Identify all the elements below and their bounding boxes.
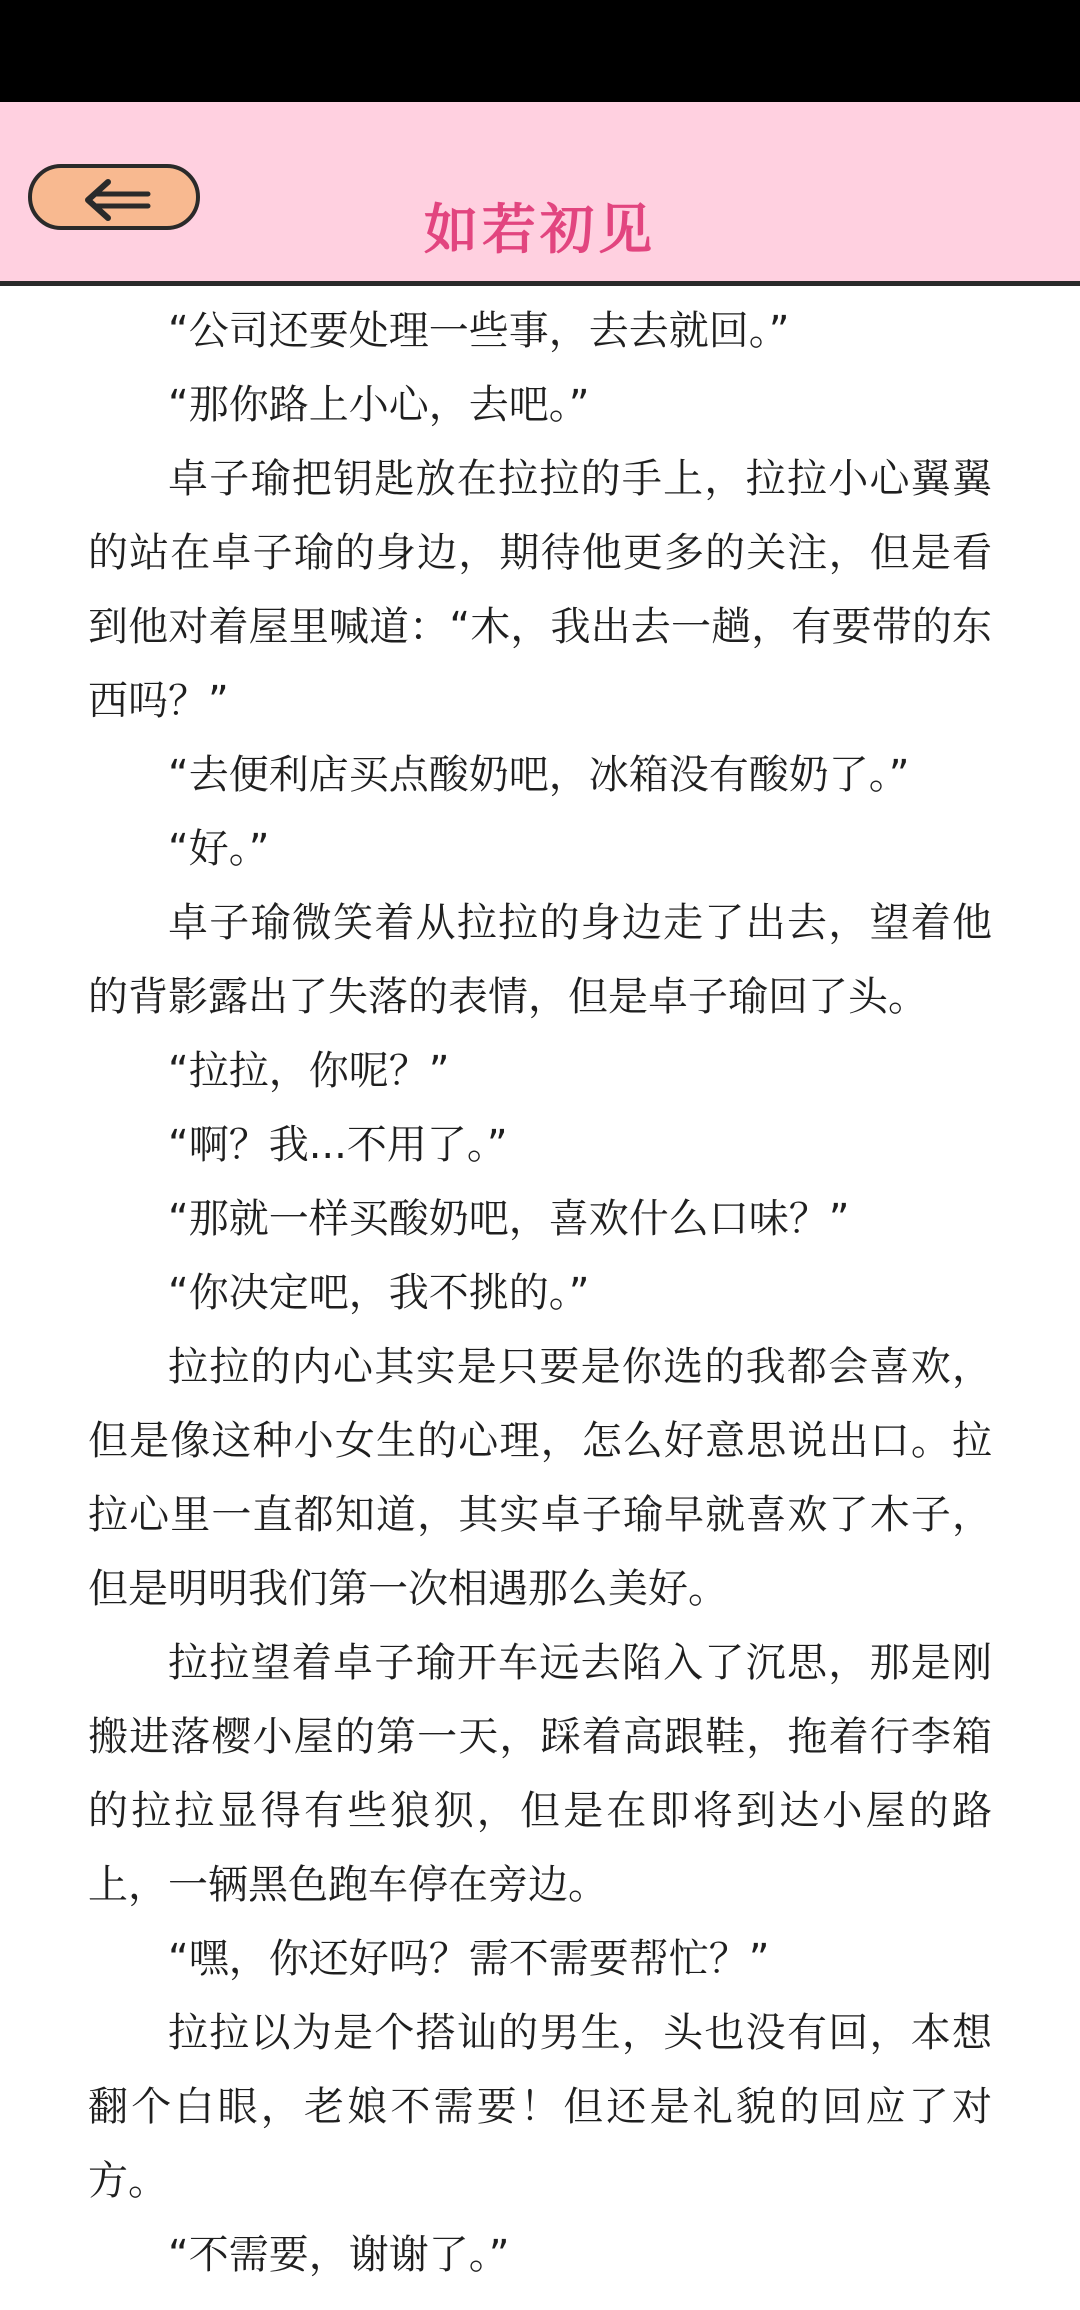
paragraph: “不需要，谢谢了。” bbox=[168, 2232, 510, 2278]
paragraph: “那就一样买酸奶吧，喜欢什么口味？” bbox=[168, 1196, 850, 1242]
paragraph: 卓子瑜把钥匙放在拉拉的手上，拉拉小心翼翼的站在卓子瑜的身边，期待他更多的关注，但是看到他对着屋里喊道：“木，我出去一趟，有要带的东西吗？” bbox=[88, 456, 992, 724]
paragraph: “拉拉，你呢？” bbox=[168, 1048, 450, 1094]
paragraph: “嘿，你还好吗？需不需要帮忙？” bbox=[168, 1936, 770, 1982]
paragraph: “那你路上小心，去吧。” bbox=[168, 382, 590, 428]
chapter-content[interactable] bbox=[88, 294, 992, 2292]
paragraph: 拉拉的内心其实是只要是你选的我都会喜欢，但是像这种小女生的心理，怎么好意思说出口。拉拉心里一直都知道，其实卓子瑜早就喜欢了木子，但是明明我们第一次相遇那么美好。 bbox=[88, 1344, 992, 1612]
paragraph: “啊？我...不用了。” bbox=[168, 1122, 508, 1168]
paragraph: “你决定吧，我不挑的。” bbox=[168, 1270, 590, 1316]
paragraph: “去便利店买点酸奶吧，冰箱没有酸奶了。” bbox=[168, 752, 910, 798]
paragraph: 拉拉望着卓子瑜开车远去陷入了沉思，那是刚搬进落樱小屋的第一天，踩着高跟鞋，拖着行李箱的拉拉显得有些狼狈，但是在即将到达小屋的路上，一辆黑色跑车停在旁边。 bbox=[88, 1640, 992, 1908]
paragraph: 拉拉以为是个搭讪的男生，头也没有回，本想翻个白眼，老娘不需要！但还是礼貌的回应了对方。 bbox=[88, 2010, 992, 2204]
paragraph: “好。” bbox=[168, 826, 270, 872]
page-title: 如若初见 bbox=[424, 198, 656, 261]
app-header bbox=[0, 102, 1080, 286]
status-bar bbox=[0, 0, 1080, 102]
paragraph: “公司还要处理一些事，去去就回。” bbox=[168, 308, 790, 354]
paragraph: 卓子瑜微笑着从拉拉的身边走了出去，望着他的背影露出了失落的表情，但是卓子瑜回了头。 bbox=[88, 900, 992, 1020]
